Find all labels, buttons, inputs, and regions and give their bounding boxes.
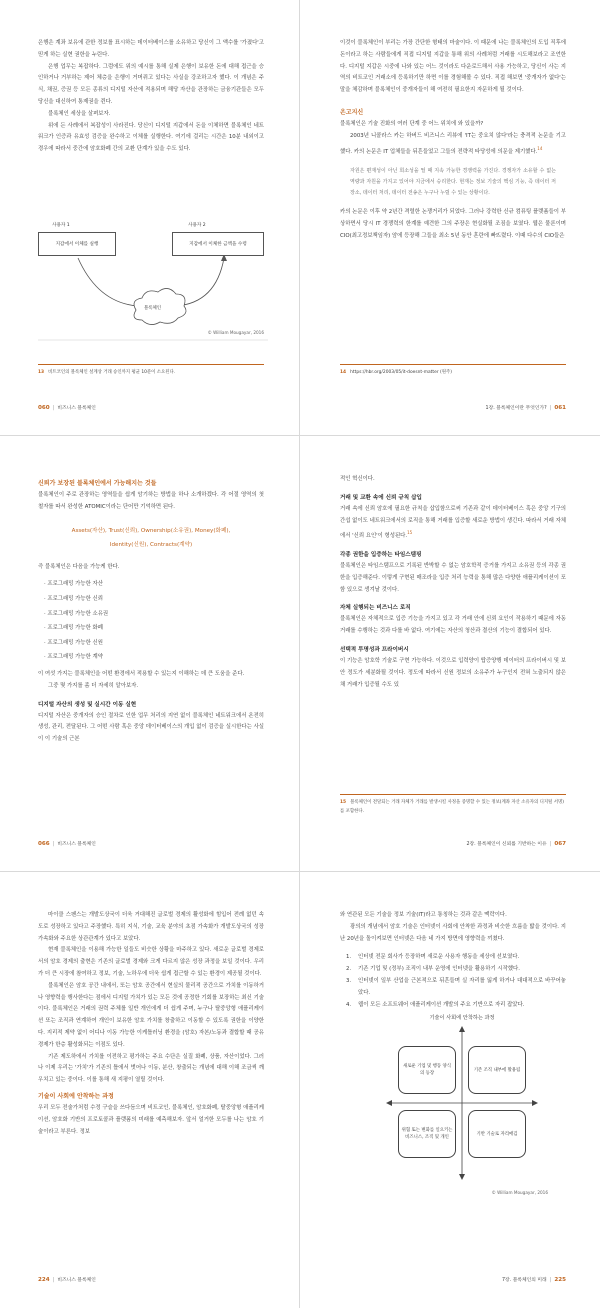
folio: 224 | 비즈니스 블록체인 — [38, 1277, 96, 1283]
arrowhead-down — [459, 1174, 465, 1180]
folio: 066 | 비즈니스 블록체인 — [38, 841, 96, 847]
user2-label: 사용자 2 — [188, 223, 206, 228]
section-heading: 온고지신 — [340, 108, 364, 116]
section-heading: 기술이 사회에 안착하는 과정 — [38, 1092, 114, 1100]
block-quote: 자원은 편재성이 아닌 희소성을 띨 때 지속 가능한 경쟁력을 가진다. 경쟁자가 소유할 수 없는 역량과 자원을 가지고 있어야 지금에서 승리한다. 현재는 정보 기술의 핵심 기능, 즉 데이터 저장소, 데이터 처리, 데이터 전송은 누구나 누릴 수 있는 상황이다. — [350, 168, 556, 197]
atomic-line: Identity(신원), Contracts(계약) — [109, 541, 193, 548]
cloud-label: 블록체인 — [144, 306, 161, 311]
paragraph: 카의 논문은 이후 약 2년간 격렬한 논쟁거리가 되었다. 그러나 강력한 신규 컴퓨팅 플랫폼들이 부상하면서 당시 IT 경쟁력의 한계를 예견한 그의 주장은 현실화될 조짐을 보였다. 웹은 물론이며 CIO(최고정보책임자) 암에 등장해 그들을 최소 5년 동안 혼란에 빠뜨렸다. 이때 다수의 CIO들은 — [340, 209, 566, 239]
arrowhead-right — [532, 1100, 538, 1106]
list-item: 2. 기존 기업 및 (정부) 조직이 내부 운영에 인터넷을 활용하기 시작했다. — [346, 966, 520, 973]
footnote-ref: 15 — [407, 530, 413, 536]
footnote-text: 블록체인이 전달되는 거래 자체가 거래를 발생시킬 사정을 증명할 수 있는 정보(계좌 자산 소유자의 디지털 서명)를 포함한다. — [340, 800, 564, 814]
footnote-text: https://hbr.org/2003/05/it-doesnt-matter (원주) — [350, 370, 452, 375]
footnote-number: 15 — [340, 800, 347, 805]
footnote — [340, 368, 566, 377]
user1-label: 사용자 1 — [52, 223, 70, 228]
page-061 — [300, 0, 600, 436]
list-item: 4. 웹이 모든 소프트웨어 애플리케이션 개발의 주요 기반으로 자리 잡았다. — [346, 1002, 525, 1009]
paragraph: 우리 모두 전술가처럼 수정 구슬을 쓰다듬으며 비트코인, 블록체인, 암호화폐, 탈중앙형 애플리케이션, 암호화 기반의 프로토콜과 플랫폼의 미래를 예측해보자. 앞서 얼거한 모두를 나는 암호 기술이라고 부른다. 정보 — [38, 1104, 264, 1135]
footnote — [340, 798, 566, 816]
adoption-quadrant-diagram — [374, 1014, 550, 1202]
paragraph: 기존 제도하에서 가치를 이전하고 평가하는 주요 수단은 실질 화폐, 상품, 자산이었다. 그러나 이제 우리는 '가치'가 기존의 틀에서 벗어나 이동, 분산, 창출되는 개념에 대해 이해 조금씩 깨우치고 있는 중이다. 이를 통해 새 지평이 열릴 것이다. — [38, 1053, 264, 1084]
page-061-body — [340, 38, 566, 243]
page-number: 224 — [38, 1277, 50, 1283]
list-item: · 프로그래밍 가능한 소유권 — [44, 610, 109, 617]
paragraph: 현재 블록체인을 이용해 가능한 일들도 비슷한 상황을 마주하고 있다. 새로운 글로벌 경제로서의 암호 경제의 출현은 기존의 글로벌 경제와 크게 다르지 않은 성장 과정을 보일 것이다. 우리가 더 큰 시장에 참여하고 정보, 기술, 노하우에 더욱 쉽게 접근할 수 있는 환경이 제공될 것이다. — [38, 947, 264, 977]
paragraph: 광의의 개념에서 암호 기술은 인터넷이 사회에 안착한 과정과 비슷한 흐름을 밟을 것이다. 지난 20년을 돌이켜보면 인터넷은 다음 네 가지 방면에 영향력을 끼쳤다. — [340, 923, 566, 942]
paragraph: 블록체인은 암호 공간 내에서, 또는 암호 공간에서 현실의 물리적 공간으로 가치를 이동하거나 영향력을 행사한다는 점에서 디지털 가치가 있는 모든 것에 공정한 기회를 보장하는 최신 기술이다. 블록체인은 거래의 권력 주체를 일반 개인에게 더 쉽게 주며, 누구나 탈중앙형 애플리케이션 또는 조직과 연계하여 개인이 보유한 암호 가치를 창출하고 이동할 수 있도록 권한을 이양한다. 지리적 제약 없이 어디나 이동 가능한 이케틀러닝 환경을 (암호) 자본/노동과 결합할 때 공유 경제가 한층 활성화되는 이점도 있다. — [38, 982, 264, 1048]
list-item: · 프로그래밍 가능한 화폐 — [44, 625, 103, 632]
list-item: · 프로그래밍 가능한 신뢰 — [44, 595, 103, 602]
impact-list — [346, 951, 566, 1011]
arrow-to-cloud — [78, 258, 138, 306]
subheading: 선택적 투명성과 프라이버시 — [340, 646, 409, 653]
subheading: 거래 및 교환 속에 신뢰 규칙 삽입 — [340, 494, 422, 501]
footnote — [38, 368, 264, 377]
list-item: · 프로그래밍 가능한 계약 — [44, 654, 103, 661]
arrowhead-left — [386, 1100, 392, 1106]
page-number: 225 — [554, 1277, 566, 1283]
section-heading: 신뢰가 보장된 블록체인에서 가능해지는 것들 — [38, 480, 157, 487]
paragraph: 그중 몇 가지를 좀 더 자세히 알아보자. — [48, 682, 139, 689]
running-head: 비즈니스 블록체인 — [57, 406, 96, 411]
running-head: 비즈니스 블록체인 — [57, 842, 96, 847]
send-box: 지갑에서 이체를 실행 — [38, 232, 116, 256]
page-067-body — [340, 474, 566, 691]
paragraph: 블록체인은 타임스탬프으로 기록된 반박할 수 없는 암호학적 증거를 가지고 소유권 등의 각종 권한을 입증해준다. 이렇게 구현된 매조라을 입증 처리 능력을 통해 많은 다양한 애플리케이션이 포함 있으로 생겨날 것이다. — [340, 562, 566, 593]
paragraph: 은행은 계좌 보유에 관한 정보를 표시하는 데이터베이스를 소유하고 당신이 그 액수를 '가졌다'고 믿게 하는 실현 권한을 누린다. — [38, 40, 264, 58]
paragraph: 디지털 자산은 중개자의 승인 절차로 인한 업무 처리의 지연 없이 블록체인 네트워크에서 온전히 생성, 관리, 전달된다. 그 어떤 사람 혹은 중앙 데이터베이스의 개입 없이 검증을 실시한다는 사실이 이 기술의 근본 — [38, 712, 264, 743]
receive-box: 지갑에서 이체한 금액을 수령 — [172, 232, 264, 256]
footnote-number: 13 — [38, 370, 45, 375]
atomic-line: Assets(자산), Trust(신뢰), Ownership(소유권), Money(화폐), — [71, 527, 231, 534]
folio: 7장. 블록체인의 미래 | 225 — [501, 1277, 566, 1283]
page-224-body — [38, 910, 264, 1138]
paragraph: 마이클 스펜스는 개발도상국이 더욱 거대해진 글로벌 경제의 활성화에 힘입어 전례 없던 속도로 성장하고 있다고 주장했다. 특히 지식, 기술, 교육 분야의 초점 가속화가 개발도상국의 성장 가속화와 주요한 상관관계가 있다고 보았다. — [38, 912, 264, 942]
paragraph: 2003년 니콜라스 카는 하버드 비즈니스 리뷰에 'IT는 중요치 않다'라는 충격적 논문을 기고했다. 카의 논문은 IT 업체들을 뒤흔들었고 그들의 전략적 타당성에 의문을 제기했다. — [340, 132, 566, 155]
paragraph: 이것이 블록체인이 부리는 가장 간단한 형태의 마술이다. 이 때문에 나는 블록체인의 도입 직후에 돈이라고 하는 사람들에게 직접 디지털 지갑을 통해 위의 사례처럼 거래를 시도해보라고 조언한다. 디지털 지갑은 시중에 나와 있는 어느 것이라도 다운로드해서 사용 가능하고, 당신이 사는 지역의 비트코인 거래소에 등록하기만 하면 이를 경험해볼 수 있다. 직접 해보면 '중개자가 없다'는 말을 체감하며 블록체인이 중개자들이 해 여전히 필요한지 자문하게 될 것이다. — [340, 40, 566, 94]
footnote-ref: 14 — [537, 145, 543, 151]
footnote-rule — [340, 364, 566, 365]
folio: 2장. 블록체인이 신뢰를 기반하는 이유 | 067 — [466, 841, 566, 847]
blockchain-transfer-diagram — [38, 218, 268, 346]
folio: 1장. 블록체인이란 무엇인가? | 061 — [485, 405, 566, 411]
paragraph: 블록체인이 주로 관장하는 영역들을 쉽게 암기하는 방법을 하나 소개하겠다. 각 어절 영역의 첫 철자를 따서 완성한 ATOMIC이라는 단어만 기억하면 된다. — [38, 492, 264, 510]
folio: 060 | 비즈니스 블록체인 — [38, 405, 96, 411]
list-item: · 프로그래밍 가능한 자산 — [44, 581, 103, 588]
paragraph: 블록체인은 자체적으로 입증 기능을 가지고 있고 각 거래 안에 신뢰 요인이 작용하기 때문에 자동 거래를 수행하는 것과 다를 바 없다. 여기에는 자산의 청산과 결산의 기능이 결합되어 있다. — [340, 616, 566, 635]
page-number: 060 — [38, 405, 50, 411]
page-066 — [0, 436, 300, 872]
quadrant-internal-use: 기존 조직 내부에 활용됨 — [468, 1046, 526, 1094]
paragraph: 블록체인은 기술 진화의 여러 단계 중 어느 위치에 와 있을까? — [340, 120, 484, 127]
paragraph: 위에 든 사례에서 복잡성이 사라진다. 당신이 디지털 지갑에서 돈을 이체하면 블록체인 네트워크가 인증과 유효성 검증을 완수하고 이체를 실행한다. 여기에 걸리는 시간은 10분 내외이고 경우에 따라서 중간에 암호화폐 간의 교환 단계가 있을 수도 있다. — [38, 122, 264, 153]
footnote-text: 비트코인의 블록체인 설계상 거래 승인까지 평균 10분이 소요된다. — [48, 370, 176, 375]
list-item: 3. 인터넷이 일부 산업을 근본적으로 뒤흔들며 실 자리를 잃게 하거나 대대적으로 바꾸어놓았다. — [346, 978, 566, 997]
footnote-rule — [38, 364, 264, 365]
running-head: 7장. 블록체인의 미래 — [501, 1278, 547, 1283]
quadrant-disruption: 위협 또는 변화를 일으키는 비즈니스, 조직 및 개인 — [398, 1110, 456, 1158]
list-item: · 프로그래밍 가능한 신원 — [44, 639, 103, 646]
footnote-number: 14 — [340, 370, 347, 375]
running-head: 비즈니스 블록체인 — [57, 1278, 96, 1283]
page-225 — [300, 872, 600, 1308]
page-066-body — [38, 474, 264, 746]
page-060-body — [38, 38, 264, 156]
quadrant-new-business: 새로운 기업 및 행동 양식의 등장 — [398, 1046, 456, 1094]
quadrant-foundation: 기반 기술로 자리매김 — [468, 1110, 526, 1158]
paragraph: 적인 혁신이다. — [340, 476, 375, 482]
page-224 — [0, 872, 300, 1308]
running-head: 1장. 블록체인이란 무엇인가? — [485, 406, 547, 411]
arrowhead-up — [459, 1026, 465, 1032]
paragraph: 이 기능은 암호학 기술로 구현 가능하다. 이것으로 입력양이 탑증양행 데이터의 프라이버시 및 보안 정도가 세분화될 것이다. 정도에 따라서 신원 정보의 소유주가 누구인지 전혀 노출되지 않은 채 거래가 입증될 수도 있 — [340, 657, 566, 688]
paragraph: 이 여섯 가지는 블록체인을 어떤 환경에서 적용할 수 있는지 이해하는 데 큰 도움을 준다. — [38, 670, 245, 677]
paragraph: 블록체인 세상을 살펴보자. — [48, 110, 111, 117]
diagram-credit: © William Mougayar, 2016 — [207, 330, 264, 335]
subheading: 자체 실행되는 비즈니스 로직 — [340, 605, 411, 612]
page-number: 066 — [38, 841, 50, 847]
page-number: 061 — [554, 405, 566, 411]
running-head: 2장. 블록체인이 신뢰를 기반하는 이유 — [466, 842, 547, 847]
paragraph: 거래 속에 신뢰 암호에 필요한 규칙을 삽입함으로써 기존과 같이 데이터베이스 혹은 중앙 기구의 간섭 없이도 네트워크에서의 로직을 통해 거래를 입증할 새로운 방법이 생긴다. 따라서 거래 자체에서 '신뢰 요인'이 형성된다. — [340, 505, 566, 540]
page-067 — [300, 436, 600, 872]
footnote-rule — [340, 794, 566, 795]
capability-list — [44, 577, 264, 665]
diagram-title: 기술이 사회에 안착하는 과정 — [429, 1015, 495, 1021]
list-item: 1. 인터넷 전문 회사가 등장하며 새로운 사용자 행동을 세상에 선보였다. — [346, 954, 520, 961]
diagram-credit: © William Mougayar, 2016 — [491, 1190, 548, 1195]
atomic-acronym — [38, 524, 264, 552]
paragraph: 즉 블록체인은 다음을 가능케 한다. — [38, 563, 120, 570]
subheading: 디지털 자산의 생성 및 실시간 이동 실현 — [38, 701, 137, 708]
paragraph: 와 연관된 모든 기술을 정보 기술(IT)라고 통칭하는 것과 같은 맥락이다. — [340, 912, 507, 918]
page-225-body — [340, 910, 566, 1017]
paragraph: 은행 업무는 복잡하다. 그럼에도 위의 예시를 통해 실제 은행이 보유한 돈에 대해 접근을 승인하거나 거부하는 제어 체층을 은행이 거머쥐고 있다는 사실을 강조하고자 했다. 이 개념은 주식, 채권, 증권 등 모든 종류의 디지털 자산에 적용되며 해당 자산을 관장하는 금융기관들은 모두 당신을 대신하여 통제권을 쥔다. — [38, 63, 264, 105]
page-060 — [0, 0, 300, 436]
page-number: 067 — [554, 841, 566, 847]
subheading: 각종 권한을 입증하는 타임스탬핑 — [340, 551, 422, 558]
